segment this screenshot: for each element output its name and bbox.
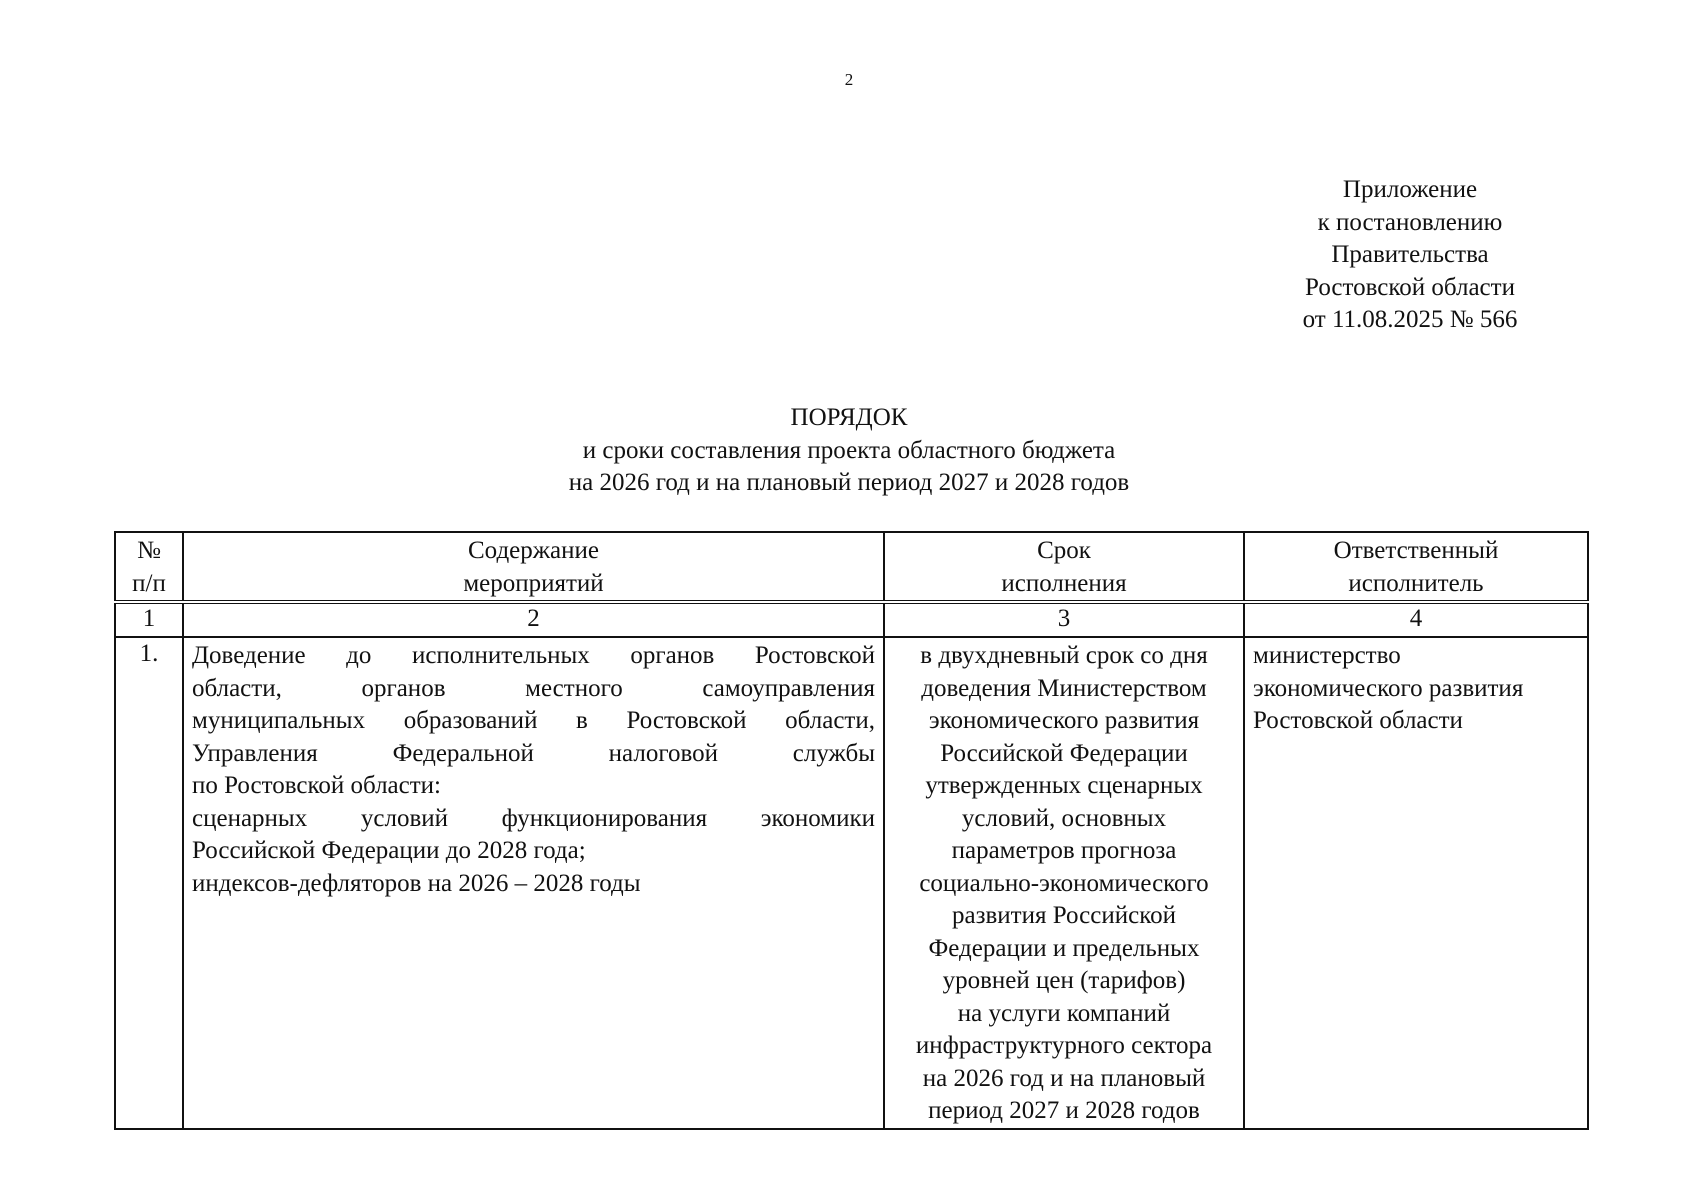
- deadline-line: период 2027 и 2028 годов: [928, 1097, 1200, 1124]
- document-heading: ПОРЯДОК: [790, 404, 908, 431]
- responsible-line: экономического развития: [1253, 674, 1524, 702]
- row-content: [183, 637, 884, 1129]
- table-row: [115, 637, 1588, 1129]
- header-content: Содержание мероприятий: [183, 532, 884, 602]
- appendix-line: Приложение: [1342, 176, 1478, 203]
- deadline-line: доведения Министерством: [921, 674, 1207, 702]
- column-number: 3: [884, 602, 1244, 637]
- deadline-line: социально-экономического: [919, 869, 1209, 897]
- appendix-block: [1260, 174, 1560, 337]
- appendix-line: от 11.08.2025 № 566: [1302, 306, 1518, 333]
- column-number-row: [115, 602, 1588, 637]
- page-number: 2: [844, 70, 854, 89]
- content-line: индексов-дефляторов на 2026 – 2028 годы: [192, 869, 641, 897]
- content-line: Управления Федеральной налоговой службы: [192, 739, 875, 767]
- appendix-line: Ростовской области: [1305, 273, 1515, 301]
- column-number: 4: [1244, 602, 1588, 637]
- deadline-line: в двухдневный срок со дня: [920, 642, 1208, 669]
- deadline-line: инфраструктурного сектора: [915, 1032, 1213, 1059]
- deadline-line: на услуги компаний: [957, 999, 1171, 1027]
- plan-table: [114, 531, 1589, 1130]
- deadline-line: уровней цен (тарифов): [942, 967, 1186, 994]
- deadline-line: развития Российской: [952, 902, 1176, 929]
- deadline-line: утвержденных сценарных: [925, 772, 1203, 799]
- header-num: № п/п: [115, 532, 183, 602]
- content-line: по Ростовской области:: [192, 772, 441, 799]
- content-line: муниципальных образований в Ростовской области,: [192, 707, 875, 734]
- content-line: области, органов местного самоуправления: [192, 674, 875, 702]
- row-responsible: [1244, 637, 1588, 1129]
- document-subtitle-line: на 2026 год и на плановый период 2027 и 2028 годов: [568, 469, 1130, 496]
- title-block: [0, 402, 1698, 500]
- table-header-row: [115, 532, 1588, 602]
- responsible-line: Ростовской области: [1253, 707, 1463, 734]
- content-line: Российской Федерации до 2028 года;: [192, 837, 586, 864]
- document-subtitle-line: и сроки составления проекта областного бюджета: [582, 436, 1116, 464]
- content-line: Доведение до исполнительных органов Ростовской: [192, 642, 875, 669]
- appendix-line: к постановлению: [1317, 208, 1503, 236]
- header-deadline: Срок исполнения: [884, 532, 1244, 602]
- row-deadline: [884, 637, 1244, 1129]
- column-number: 1: [115, 602, 183, 637]
- responsible-line: министерство: [1253, 642, 1401, 669]
- deadline-line: условий, основных: [961, 804, 1167, 832]
- header-responsible: Ответственный исполнитель: [1244, 532, 1588, 602]
- deadline-line: Российской Федерации: [940, 739, 1188, 767]
- content-line: сценарных условий функционирования экономики: [192, 804, 875, 832]
- appendix-line: Правительства: [1331, 241, 1489, 268]
- deadline-line: Федерации и предельных: [928, 934, 1200, 962]
- deadline-line: на 2026 год и на плановый: [922, 1064, 1206, 1092]
- deadline-line: параметров прогноза: [951, 837, 1177, 864]
- row-number: 1.: [115, 637, 183, 1129]
- deadline-line: экономического развития: [928, 707, 1200, 734]
- column-number: 2: [183, 602, 884, 637]
